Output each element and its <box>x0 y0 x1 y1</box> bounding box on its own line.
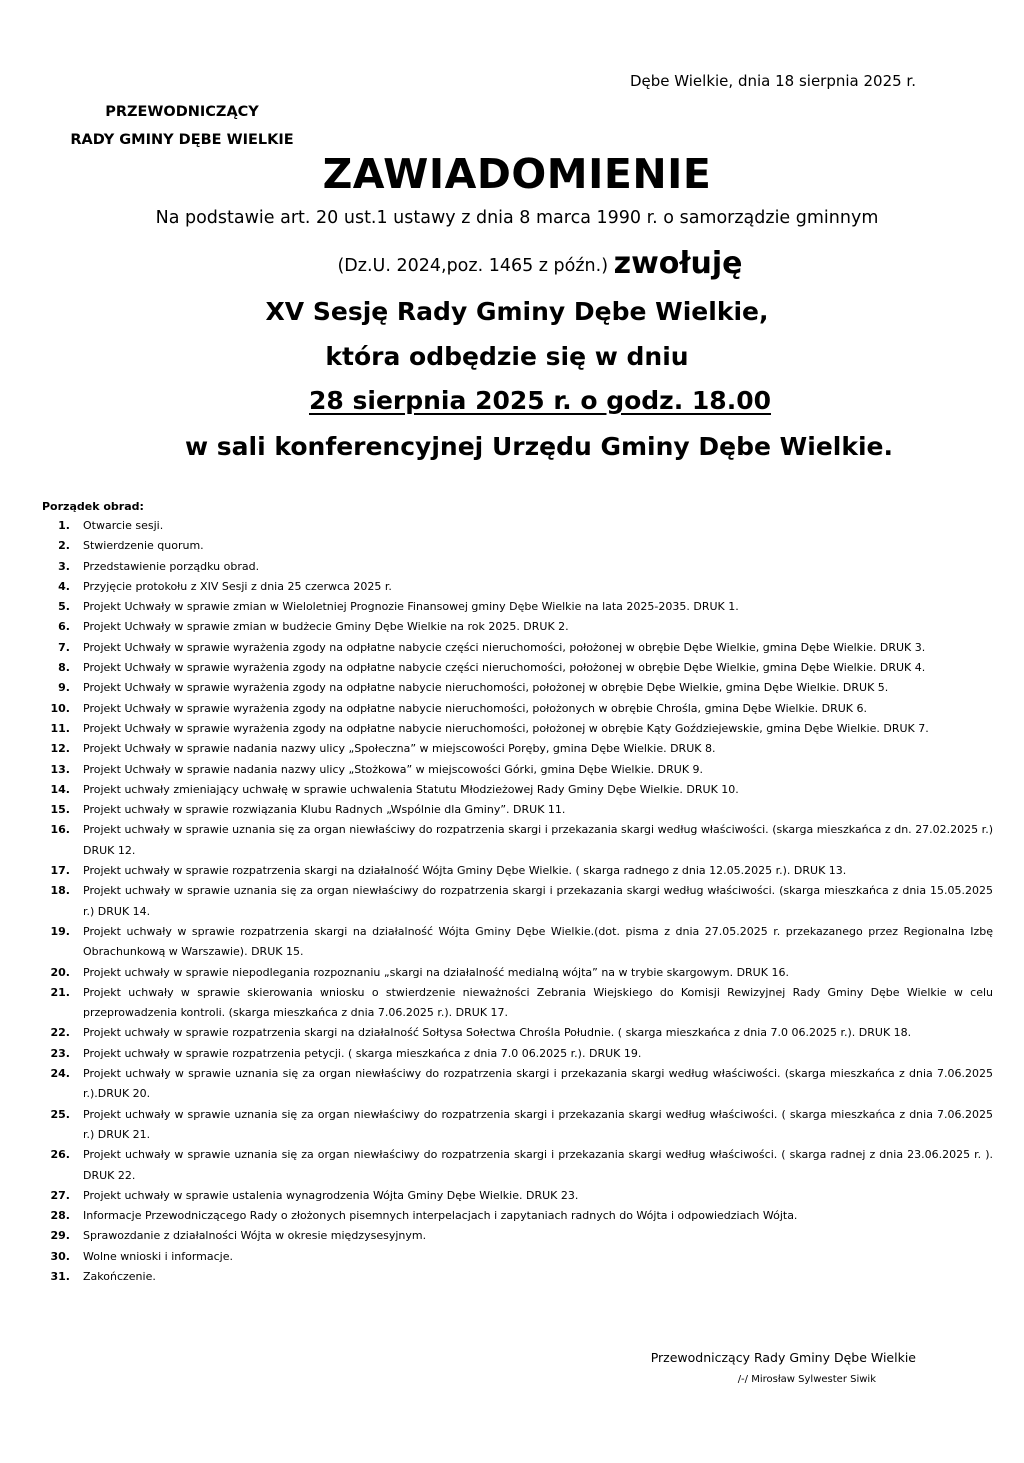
agenda-item <box>42 516 993 536</box>
agenda-item <box>42 699 993 719</box>
agenda-item-text: Projekt uchwały w sprawie uznania się za organ niewłaściwy do rozpatrzenia skargi i przekazania skargi według właściwości. (skarga mieszkańca z dnia 15.05.2025 r.) DRUK 14. <box>83 884 993 918</box>
legal-basis-line-2 <box>0 244 1024 286</box>
agenda-item-number: 25. <box>50 1107 70 1121</box>
agenda-item <box>42 1226 993 1246</box>
agenda-item <box>42 1267 993 1287</box>
agenda-item-number: 2. <box>58 539 70 553</box>
agenda-item-text: Projekt uchwały w sprawie uznania się za organ niewłaściwy do rozpatrzenia skargi i przekazania skargi według właściwości. ( skarga mieszkańca z dnia 7.06.2025 r.) DRUK 21. <box>83 1107 993 1141</box>
agenda-item-text: Projekt uchwały w sprawie uznania się za organ niewłaściwy do rozpatrzenia skargi i przekazania skargi według właściwości. (skarga mieszkańca z dnia 7.06.2025 r.).DRUK 20. <box>83 1067 993 1101</box>
signature-role: Przewodniczący Rady Gminy Dębe Wielkie <box>650 1350 916 1365</box>
agenda-item-text: Projekt Uchwały w sprawie wyrażenia zgody na odpłatne nabycie nieruchomości, położonej w obrębie Kąty Goździejewskie, gmina Dębe Wielkie. DRUK 7. <box>83 721 929 735</box>
agenda-item-text: Otwarcie sesji. <box>83 519 164 532</box>
agenda-item <box>42 983 993 1024</box>
agenda-item-text: Zakończenie. <box>83 1269 156 1283</box>
agenda-item <box>42 800 993 820</box>
agenda-item-number: 17. <box>50 864 70 878</box>
agenda-item-number: 1. <box>58 519 70 532</box>
agenda-item-text: Projekt uchwały zmieniający uchwałę w sprawie uchwalenia Statutu Młodzieżowej Rady Gminy Dębe Wielkie. DRUK 10. <box>83 782 739 796</box>
agenda-item <box>42 1064 993 1105</box>
agenda-item <box>42 1186 993 1206</box>
agenda-item-number: 24. <box>50 1067 70 1081</box>
agenda-item-text: Projekt Uchwały w sprawie wyrażenia zgody na odpłatne nabycie części nieruchomości, położonej w obrębie Dębe Wielkie, gmina Dębe Wielkie. DRUK 3. <box>83 640 926 654</box>
issuer-line-2: RADY GMINY DĘBE WIELKIE <box>70 132 294 148</box>
legal-basis-citation: (Dz.U. 2024,poz. 1465 z późn.) <box>337 256 609 276</box>
agenda-item-number: 28. <box>50 1209 70 1223</box>
agenda-item <box>42 861 993 881</box>
agenda-item <box>42 760 993 780</box>
session-intro: która odbędzie się w dniu <box>325 342 689 371</box>
agenda-item-number: 16. <box>50 823 70 837</box>
agenda-item-text: Przedstawienie porządku obrad. <box>83 559 260 573</box>
session-place: w sali konferencyjnej Urzędu Gminy Dębe Wielkie. <box>185 432 893 461</box>
agenda-item-number: 23. <box>50 1046 70 1060</box>
agenda-item-number: 21. <box>50 985 70 999</box>
agenda-item-text: Projekt uchwały w sprawie rozpatrzenia skargi na działalność Wójta Gminy Dębe Wielkie. ( skarga radnego z dnia 12.05.2025 r.). DRUK 13. <box>83 864 847 878</box>
agenda-item-text: Projekt uchwały w sprawie rozpatrzenia skargi na działalność Wójta Gminy Dębe Wielkie.(dot. pisma z dnia 27.05.2025 r. przekazanego przez Regionalna Izbę Obrachunkową w Warszawie). DRUK 15. <box>83 924 993 959</box>
session-name: XV Sesję Rady Gminy Dębe Wielkie, <box>265 297 769 326</box>
agenda-item-number: 3. <box>58 559 70 573</box>
agenda-item-number: 29. <box>50 1229 70 1243</box>
agenda-item-number: 18. <box>50 884 70 898</box>
agenda-item <box>42 1105 993 1146</box>
agenda-item-number: 19. <box>50 924 70 938</box>
agenda-item-number: 12. <box>50 742 70 756</box>
agenda-item <box>42 881 993 922</box>
agenda-item <box>42 577 993 597</box>
agenda-item <box>42 1145 993 1186</box>
agenda-item-number: 13. <box>50 762 70 776</box>
agenda-item-number: 7. <box>58 640 70 654</box>
agenda-item-number: 6. <box>58 620 70 634</box>
agenda-item-number: 11. <box>50 721 70 735</box>
agenda-item-text: Projekt uchwały w sprawie rozpatrzenia skargi na działalność Sołtysa Sołectwa Chrośla Południe. ( skarga mieszkańca z dnia 7.0 06.2025 r.). DRUK 18. <box>83 1026 912 1040</box>
agenda-item-text: Projekt Uchwały w sprawie nadania nazwy ulicy „Społeczna” w miejscowości Poręby, gmina Dębe Wielkie. DRUK 8. <box>83 742 716 756</box>
agenda-item-number: 31. <box>50 1269 70 1283</box>
notice-title: ZAWIADOMIENIE <box>322 150 712 198</box>
agenda-item <box>42 1023 993 1043</box>
agenda-item <box>42 536 993 556</box>
agenda-item <box>42 678 993 698</box>
agenda-item-text: Projekt uchwały w sprawie uznania się za organ niewłaściwy do rozpatrzenia skargi i przekazania skargi według właściwości. ( skarga radnej z dnia 23.06.2025 r. ). DRUK 22. <box>83 1148 993 1182</box>
agenda-item <box>42 1206 993 1226</box>
agenda-item-text: Projekt uchwały w sprawie uznania się za organ niewłaściwy do rozpatrzenia skargi i przekazania skargi według właściwości. (skarga mieszkańca z dn. 27.02.2025 r.) DRUK 12. <box>83 823 993 857</box>
agenda-item-number: 30. <box>50 1249 70 1263</box>
agenda-item <box>42 658 993 678</box>
agenda-item-text: Projekt Uchwały w sprawie wyrażenia zgody na odpłatne nabycie nieruchomości, położonej w obrębie Dębe Wielkie, gmina Dębe Wielkie. DRUK 5. <box>83 681 889 695</box>
agenda-item-number: 14. <box>50 782 70 796</box>
agenda-item-number: 20. <box>50 965 70 979</box>
agenda-item <box>42 820 993 861</box>
document-date: Dębe Wielkie, dnia 18 sierpnia 2025 r. <box>629 72 916 90</box>
agenda-item <box>42 963 993 983</box>
agenda-item <box>42 719 993 739</box>
agenda-item-text: Projekt Uchwały w sprawie wyrażenia zgody na odpłatne nabycie nieruchomości, położonych w obrębie Chrośla, gmina Dębe Wielkie. DRUK 6. <box>83 701 868 715</box>
agenda-item-text: Przyjęcie protokołu z XIV Sesji z dnia 25 czerwca 2025 r. <box>83 579 392 593</box>
issuer-block <box>42 98 322 154</box>
session-datetime: 28 sierpnia 2025 r. o godz. 18.00 <box>309 386 771 415</box>
agenda-item <box>42 557 993 577</box>
agenda-item-number: 8. <box>58 661 70 675</box>
agenda-item <box>42 638 993 658</box>
agenda-item-text: Stwierdzenie quorum. <box>83 539 204 553</box>
agenda-item-number: 26. <box>50 1148 70 1162</box>
signature-name: /-/ Mirosław Sylwester Siwik <box>737 1374 876 1385</box>
agenda-item-number: 27. <box>50 1188 70 1202</box>
agenda-item-text: Informacje Przewodniczącego Rady o złożonych pisemnych interpelacjach i zapytaniach radnych do Wójta i odpowiedziach Wójta. <box>83 1209 798 1223</box>
agenda-item-number: 9. <box>58 681 70 695</box>
agenda-item <box>42 1247 993 1267</box>
issuer-line-1: PRZEWODNICZĄCY <box>105 104 259 120</box>
agenda-item-text: Projekt Uchwały w sprawie wyrażenia zgody na odpłatne nabycie części nieruchomości, położonej w obrębie Dębe Wielkie, gmina Dębe Wielkie. DRUK 4. <box>83 661 926 675</box>
agenda-item <box>42 922 993 963</box>
agenda-item-text: Projekt uchwały w sprawie ustalenia wynagrodzenia Wójta Gminy Dębe Wielkie. DRUK 23. <box>83 1188 579 1202</box>
agenda-item-text: Projekt uchwały w sprawie rozpatrzenia petycji. ( skarga mieszkańca z dnia 7.0 06.2025 r.). DRUK 19. <box>83 1046 642 1060</box>
convenes-word: zwołuję <box>613 246 743 281</box>
agenda-item-text: Sprawozdanie z działalności Wójta w okresie międzysesyjnym. <box>83 1229 427 1243</box>
agenda-list <box>42 516 993 1287</box>
agenda-item-text: Projekt uchwały w sprawie skierowania wniosku o stwierdzenie nieważności Zebrania Wiejskiego do Komisji Rewizyjnej Rady Gminy Dębe Wielkie w celu przeprowadzenia kontroli. (skarga mieszkańca z dnia 7.06.2025 r.). DRUK 17. <box>83 985 993 1020</box>
agenda-item-text: Projekt uchwały w sprawie rozwiązania Klubu Radnych „Wspólnie dla Gminy”. DRUK 11. <box>83 803 566 817</box>
agenda-item <box>42 780 993 800</box>
agenda-item-text: Projekt uchwały w sprawie niepodlegania rozpoznaniu „skargi na działalność medialną wójta” na w trybie skargowym. DRUK 16. <box>83 965 789 979</box>
agenda-item-number: 15. <box>50 803 70 817</box>
agenda-item-number: 4. <box>58 579 70 593</box>
agenda-item-number: 10. <box>50 701 70 715</box>
agenda-item <box>42 739 993 759</box>
agenda-item-number: 22. <box>50 1026 70 1040</box>
agenda-item-text: Projekt Uchwały w sprawie zmian w Wieloletniej Prognozie Finansowej gminy Dębe Wielkie na lata 2025-2035. DRUK 1. <box>83 600 739 614</box>
agenda-item <box>42 1044 993 1064</box>
agenda-item-number: 5. <box>58 600 70 614</box>
agenda-item <box>42 597 993 617</box>
agenda-title: Porządek obrad: <box>42 500 144 513</box>
agenda-item-text: Wolne wnioski i informacje. <box>83 1249 233 1263</box>
agenda-item-text: Projekt Uchwały w sprawie nadania nazwy ulicy „Stożkowa” w miejscowości Górki, gmina Dębe Wielkie. DRUK 9. <box>83 762 704 776</box>
agenda-item-text: Projekt Uchwały w sprawie zmian w budżecie Gminy Dębe Wielkie na rok 2025. DRUK 2. <box>83 620 569 634</box>
legal-basis-line-1: Na podstawie art. 20 ust.1 ustawy z dnia 8 marca 1990 r. o samorządzie gminnym <box>155 208 879 228</box>
agenda-item <box>42 617 993 637</box>
